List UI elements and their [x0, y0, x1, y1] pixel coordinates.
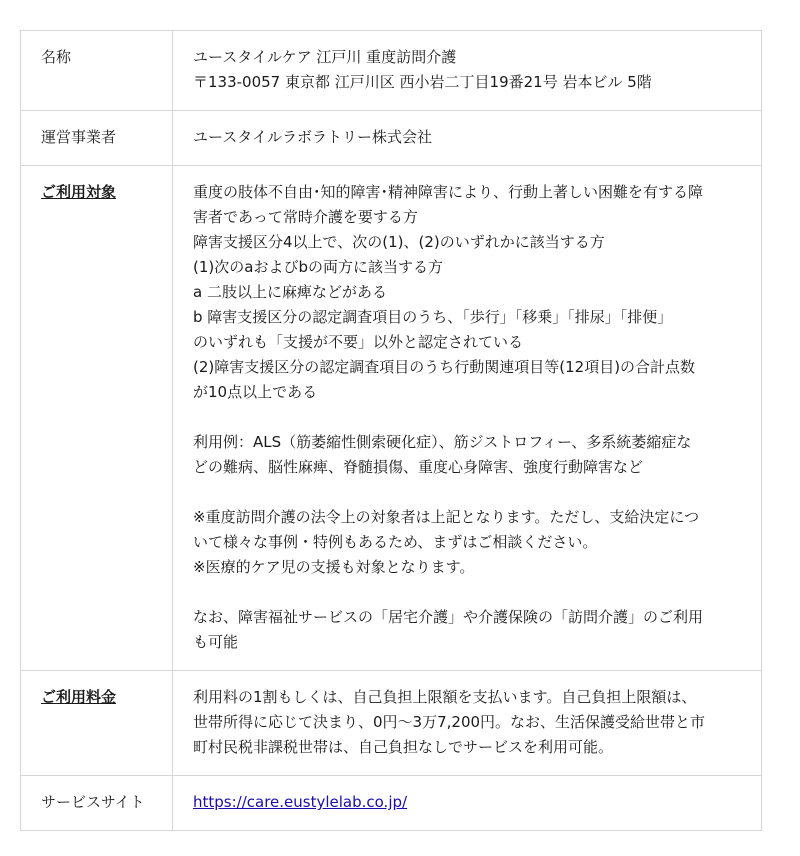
fee-label: ご利用料金: [41, 688, 117, 706]
paragraph-gap: [193, 480, 741, 505]
eligibility-other-line: も可能: [193, 633, 239, 651]
site-label: サービスサイト: [21, 776, 173, 831]
eligibility-note-line: ※重度訪問介護の法令上の対象者は上記となります。ただし、支給決定につ: [193, 508, 700, 526]
name-label: 名称: [21, 31, 173, 111]
facility-info-table: [20, 30, 762, 831]
eligibility-line: (2)障害支援区分の認定調査項目のうち行動関連項目等(12項目)の合計点数: [193, 358, 696, 376]
eligibility-label-cell: [21, 166, 173, 671]
eligibility-example-line: 利用例：ALS（筋萎縮性側索硬化症）、筋ジストロフィー、多系統萎縮症な: [193, 433, 692, 451]
facility-name: ユースタイルケア 江戸川 重度訪問介護: [193, 48, 457, 66]
fee-value: [173, 671, 762, 776]
fee-line: 利用料の1割もしくは、自己負担上限額を支払います。自己負担上限額は、: [193, 688, 697, 706]
eligibility-row: [21, 166, 762, 671]
eligibility-other-line: なお、障害福祉サービスの「居宅介護」や介護保険の「訪問介護」のご利用: [193, 608, 704, 626]
eligibility-example-line: どの難病、脳性麻痺、脊髄損傷、重度心身障害、強度行動障害など: [193, 458, 644, 476]
fee-line: 世帯所得に応じて決まり、0円〜3万7,200円。なお、生活保護受給世帯と市: [193, 713, 706, 731]
eligibility-line: が10点以上である: [193, 383, 318, 401]
eligibility-line: 重度の肢体不自由･知的障害･精神障害により、行動上著しい困難を有する障: [193, 183, 704, 201]
eligibility-value: [173, 166, 762, 671]
operator-row: [21, 111, 762, 166]
paragraph-gap: [193, 405, 741, 430]
eligibility-line: (1)次のaおよびbの両方に該当する方: [193, 258, 443, 276]
eligibility-note-line: いて様々な事例・特例もあるため、まずはご相談ください。: [193, 533, 598, 551]
eligibility-line: 障害支援区分4以上で、次の(1)、(2)のいずれかに該当する方: [193, 233, 605, 251]
eligibility-line: a 二肢以上に麻痺などがある: [193, 283, 387, 301]
operator-value: ユースタイルラボラトリー株式会社: [173, 111, 762, 166]
eligibility-line: 害者であって常時介護を要する方: [193, 208, 418, 226]
facility-address: 〒133-0057 東京都 江戸川区 西小岩二丁目19番21号 岩本ビル 5階: [193, 73, 652, 91]
operator-label: 運営事業者: [21, 111, 173, 166]
eligibility-note-line: ※医療的ケア児の支援も対象となります。: [193, 558, 475, 576]
fee-label-cell: [21, 671, 173, 776]
paragraph-gap: [193, 580, 741, 605]
name-row: [21, 31, 762, 111]
site-value: [173, 776, 762, 831]
eligibility-label: ご利用対象: [41, 183, 117, 201]
name-value: [173, 31, 762, 111]
fee-line: 町村民税非課税世帯は、自己負担なしでサービスを利用可能。: [193, 738, 614, 756]
fee-row: [21, 671, 762, 776]
service-site-link[interactable]: https://care.eustylelab.co.jp/: [193, 793, 408, 811]
eligibility-line: のいずれも「支援が不要」以外と認定されている: [193, 333, 524, 351]
eligibility-line: b 障害支援区分の認定調査項目のうち、「歩行」「移乗」「排尿」「排便」: [193, 308, 673, 326]
site-row: [21, 776, 762, 831]
